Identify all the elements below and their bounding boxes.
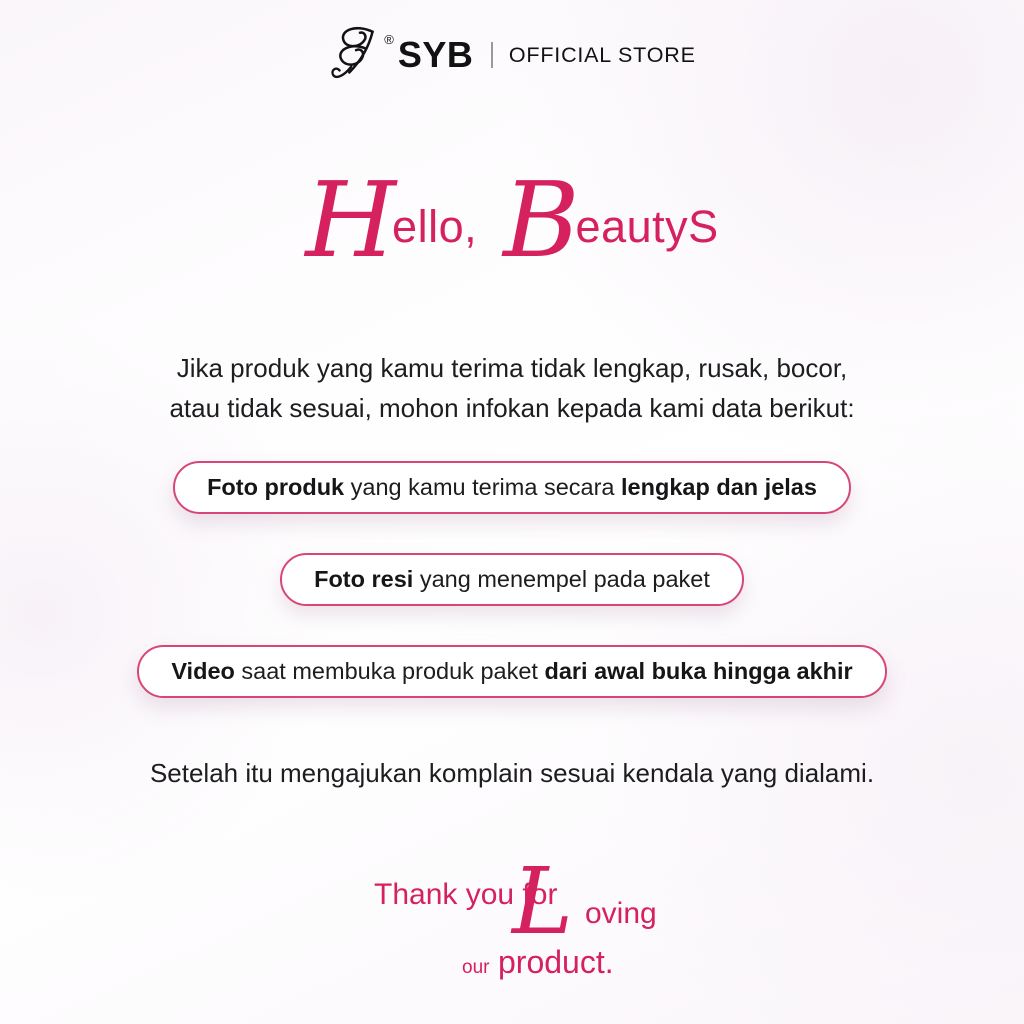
store-label: OFFICIAL STORE	[508, 42, 696, 67]
requirement-pill-foto-produk	[173, 461, 851, 514]
pill-3-mid: saat membuka produk paket	[234, 658, 545, 684]
divider	[491, 42, 493, 68]
intro-text	[0, 348, 1024, 428]
pill-1-bold-2: lengkap dan jelas	[621, 474, 817, 500]
brand-name: SYB	[397, 34, 474, 75]
closing-text: Setelah itu mengajukan komplain sesuai kendala yang dialami.	[149, 758, 875, 788]
pill-2-bold-1: Foto resi	[314, 566, 414, 592]
pill-3-bold-1: Video	[171, 658, 235, 684]
pill-1-mid: yang kamu terima secara	[344, 474, 622, 500]
greeting-rest-2: eautyS	[575, 201, 719, 252]
pill-1-bold-1: Foto produk	[207, 474, 345, 500]
greeting-cap-h: H	[305, 159, 393, 281]
intro-line-1: Jika produk yang kamu terima tidak lengkap, rusak, bocor,	[176, 353, 848, 383]
greeting-title	[0, 159, 1024, 281]
brand-logo	[328, 24, 402, 86]
pill-row-3	[0, 645, 1024, 698]
intro-line-2: atau tidak sesuai, mohon infokan kepada kami data berikut:	[169, 393, 855, 423]
registered-mark: ®	[384, 31, 394, 47]
header	[0, 24, 1024, 86]
thanks-text: Thank you for	[374, 878, 558, 911]
greeting-cap-b: B	[503, 159, 576, 281]
loving-script-cap: L	[512, 848, 574, 955]
pill-row-1	[0, 461, 1024, 514]
greeting-rest-1: ello,	[392, 201, 478, 252]
our-label: our	[462, 957, 490, 978]
requirement-pill-video	[137, 645, 886, 698]
pill-row-2	[0, 553, 1024, 606]
butterfly-icon	[328, 24, 390, 86]
requirement-pill-foto-resi	[280, 553, 744, 606]
pill-3-bold-2: dari awal buka hingga akhir	[544, 658, 853, 684]
product-label: product.	[498, 944, 614, 980]
loving-rest: oving	[585, 897, 657, 930]
pill-2-mid: yang menempel pada paket	[413, 566, 710, 592]
